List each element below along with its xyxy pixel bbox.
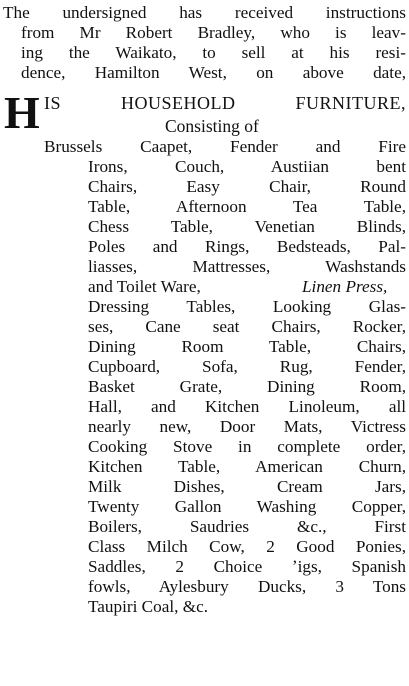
list-line-9: Dressing Tables, Looking Glas- bbox=[88, 297, 406, 316]
list-line-3: Chairs, Easy Chair, Round bbox=[88, 177, 406, 196]
heading-title: IS HOUSEHOLD FURNITURE, bbox=[44, 93, 406, 113]
list-line-6: Poles and Rings, Bedsteads, Pal- bbox=[88, 237, 406, 256]
list-line-12: Cupboard, Sofa, Rug, Fender, bbox=[88, 357, 406, 376]
heading-drop-cap: H bbox=[4, 87, 40, 138]
list-line-10: ses, Cane seat Chairs, Rocker, bbox=[88, 317, 406, 336]
intro-line-3: ing the Waikato, to sell at his resi- bbox=[21, 43, 406, 62]
list-line-2: Irons, Couch, Austiian bent bbox=[88, 157, 406, 176]
intro-line-4: dence, Hamilton West, on above date, bbox=[21, 63, 406, 82]
list-line-18: Milk Dishes, Cream Jars, bbox=[88, 477, 406, 496]
list-line-5: Chess Table, Venetian Blinds, bbox=[88, 217, 406, 236]
intro-line-1: The undersigned has received instructions bbox=[3, 3, 406, 22]
heading-subtitle: Consisting of bbox=[165, 116, 259, 136]
list-line-4: Table, Afternoon Tea Table, bbox=[88, 197, 406, 216]
list-line-23: fowls, Aylesbury Ducks, 3 Tons bbox=[88, 577, 406, 596]
list-line-8-italic: Linen Press, bbox=[302, 277, 388, 296]
list-line-15: nearly new, Door Mats, Victress bbox=[88, 417, 406, 436]
list-line-22: Saddles, 2 Choice ʼigs, Spanish bbox=[88, 557, 406, 576]
list-line-11: Dining Room Table, Chairs, bbox=[88, 337, 406, 356]
intro-line-2: from Mr Robert Bradley, who is leav- bbox=[21, 23, 406, 42]
list-line-1: Brussels Caapet, Fender and Fire bbox=[44, 137, 406, 156]
list-line-16: Cooking Stove in complete order, bbox=[88, 437, 406, 456]
list-line-7: liasses, Mattresses, Washstands bbox=[88, 257, 406, 276]
list-line-17: Kitchen Table, American Churn, bbox=[88, 457, 406, 476]
list-line-20: Boilers, Saudries &c., First bbox=[88, 517, 406, 536]
list-line-8: and Toilet Ware, bbox=[88, 277, 201, 296]
list-line-19: Twenty Gallon Washing Copper, bbox=[88, 497, 406, 516]
list-line-24: Taupiri Coal, &c. bbox=[88, 597, 209, 616]
list-line-13: Basket Grate, Dining Room, bbox=[88, 377, 406, 396]
list-line-21: Class Milch Cow, 2 Good Ponies, bbox=[88, 537, 406, 556]
list-line-14: Hall, and Kitchen Linoleum, all bbox=[88, 397, 406, 416]
